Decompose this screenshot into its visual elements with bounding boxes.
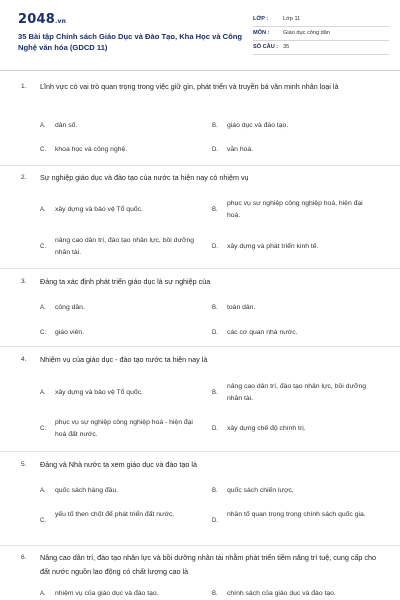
option-letter: C. bbox=[40, 426, 46, 432]
count-label: SỐ CÂU : bbox=[253, 44, 279, 50]
option-text: chính sách của giáo dục và đào tạo. bbox=[227, 590, 336, 597]
option-letter: A. bbox=[40, 390, 46, 396]
option-text: phục vụ sự nghiệp công nghiệp hoá, hiện đại hoá. bbox=[227, 200, 363, 219]
option-letter: A. bbox=[40, 488, 46, 494]
option-text: yếu tố then chốt để phát triển đất nước. bbox=[55, 511, 175, 518]
option-letter: B. bbox=[212, 390, 218, 396]
option-letter: B. bbox=[212, 305, 218, 311]
option-text: nhân tố quan trọng trong chính sách quốc gia. bbox=[227, 511, 366, 518]
question-divider bbox=[0, 165, 400, 166]
option-letter: A. bbox=[40, 305, 46, 311]
question-text: Nâng cao dân trí, đào tạo nhân lực và bồi dưỡng nhân tài nhằm phát triển tiềm năng trí tuệ, cung cấp cho đất nước nguồn lao động có chất lượng cao là bbox=[40, 553, 376, 576]
header-divider bbox=[0, 70, 400, 71]
option-text: xây dựng chế độ chính trị. bbox=[227, 425, 306, 432]
option-letter: A. bbox=[40, 123, 46, 129]
meta-table bbox=[253, 13, 389, 55]
option-letter: D. bbox=[212, 244, 218, 250]
question-number: 4. bbox=[21, 356, 27, 363]
document-title: 35 Bài tập Chính sách Giáo Dục và Đào Tạo, Kha Học và Công Nghệ văn hóa (GDCD 11) bbox=[18, 32, 243, 52]
option-text: công dân. bbox=[55, 304, 85, 311]
option-letter: D. bbox=[212, 518, 218, 524]
option-text: xây dựng và phát triển kinh tế. bbox=[227, 243, 319, 250]
logo-sub: .vn bbox=[54, 18, 67, 25]
option-text: giáo viên. bbox=[55, 329, 85, 336]
option-letter: C. bbox=[40, 147, 46, 153]
meta-row-class bbox=[253, 13, 389, 27]
class-label: LỚP : bbox=[253, 16, 269, 22]
option-text: nhiệm vụ của giáo dục và đào tạo. bbox=[55, 590, 159, 597]
question-divider bbox=[0, 451, 400, 452]
question-number: 2. bbox=[21, 174, 27, 181]
option-text: các cơ quan nhà nước. bbox=[227, 329, 298, 336]
question-text: Sự nghiệp giáo dục và đào tạo của nước ta hiện nay có nhiệm vụ bbox=[40, 173, 249, 182]
option-letter: B. bbox=[212, 488, 218, 494]
option-text: nâng cao dân trí, đào tạo nhân lực, bồi dưỡng nhân tài. bbox=[227, 383, 367, 402]
option-letter: C. bbox=[40, 244, 46, 250]
option-letter: D. bbox=[212, 330, 218, 336]
logo-main: 2048 bbox=[18, 12, 55, 27]
option-text: quốc sách hàng đầu. bbox=[55, 487, 119, 494]
subject-label: MÔN : bbox=[253, 30, 270, 36]
option-text: nâng cao dân trí, đào tạo nhân lực, bồi dưỡng nhân tài. bbox=[55, 237, 195, 256]
option-text: giáo dục và đào tạo. bbox=[227, 122, 289, 129]
count-value: 35 bbox=[283, 44, 290, 50]
option-letter: D. bbox=[212, 147, 218, 153]
option-letter: D. bbox=[212, 426, 218, 432]
question-number: 6. bbox=[21, 554, 27, 561]
question-text: Lĩnh vực có vai trò quan trọng trong việc giữ gìn, phát triển và truyền bá văn minh nhân loại là bbox=[40, 82, 339, 91]
option-text: toàn dân. bbox=[227, 304, 256, 311]
question-number: 3. bbox=[21, 278, 27, 285]
subject-value: Giáo dục công dân bbox=[283, 30, 330, 36]
option-letter: B. bbox=[212, 207, 218, 213]
option-letter: A. bbox=[40, 591, 46, 597]
question-text: Đảng ta xác định phát triển giáo dục là sự nghiệp của bbox=[40, 277, 211, 286]
page-header bbox=[0, 0, 400, 70]
meta-row-count bbox=[253, 41, 389, 55]
option-text: văn hoá. bbox=[227, 146, 254, 153]
option-text: khoa học và công nghệ. bbox=[55, 146, 128, 153]
question-divider bbox=[0, 346, 400, 347]
question-text: Nhiệm vụ của giáo dục - đào tạo nước ta hiện nay là bbox=[40, 355, 208, 364]
option-letter: B. bbox=[212, 591, 218, 597]
question-divider bbox=[0, 545, 400, 546]
question-number: 5. bbox=[21, 461, 27, 468]
class-value: Lớp 11 bbox=[283, 16, 301, 22]
option-text: xây dựng và bảo vệ Tổ quốc. bbox=[55, 389, 143, 396]
question-number: 1. bbox=[21, 83, 27, 90]
question-text: Đảng và Nhà nước ta xem giáo dục và đào tạo là bbox=[40, 460, 197, 469]
meta-row-subject bbox=[253, 27, 389, 41]
option-letter: C. bbox=[40, 518, 46, 524]
question-divider bbox=[0, 268, 400, 269]
option-text: quốc sách chiến lược. bbox=[227, 487, 294, 494]
option-text: dân số. bbox=[55, 122, 78, 129]
option-letter: C. bbox=[40, 330, 46, 336]
option-letter: A. bbox=[40, 207, 46, 213]
option-text: phục vụ sự nghiệp công nghiệp hoá - hiện đại hoá đất nước. bbox=[55, 419, 193, 438]
option-letter: B. bbox=[212, 123, 218, 129]
option-text: xây dựng và bảo vệ Tổ quốc. bbox=[55, 206, 143, 213]
site-logo[interactable] bbox=[18, 12, 66, 27]
